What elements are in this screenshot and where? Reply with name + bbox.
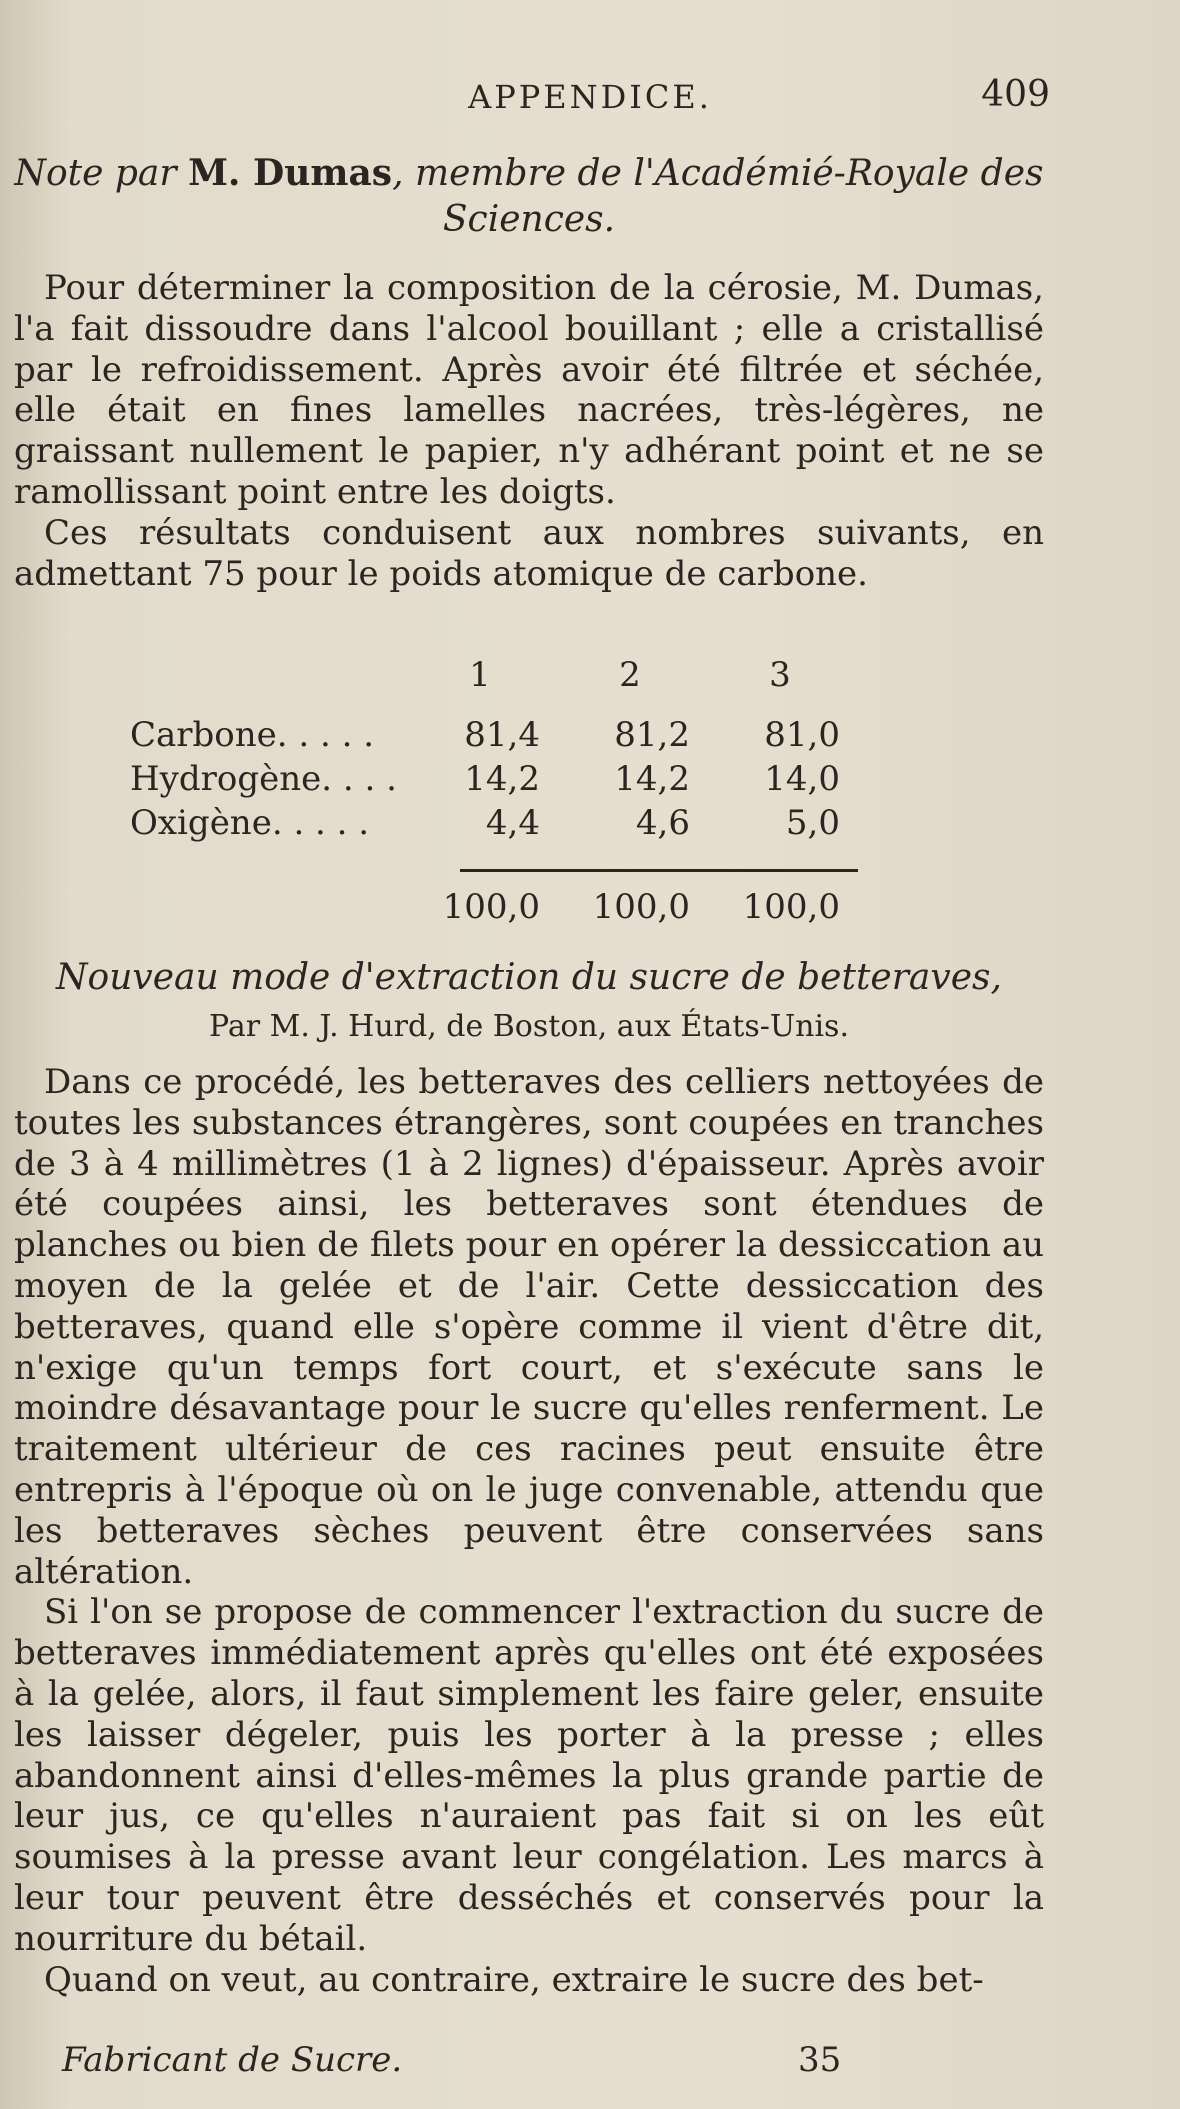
signature-number: 35 <box>798 2040 842 2080</box>
extraction-section <box>14 955 1044 1047</box>
extraction-title: Nouveau mode d'extraction du sucre de betteraves, <box>56 957 1002 998</box>
table-row-label: Hydrogène. . . . <box>130 759 397 799</box>
sum-rule <box>460 869 858 872</box>
table-cell: 14,0 <box>764 759 840 799</box>
table-row-label: Oxigène. . . . . <box>130 803 370 843</box>
signature-mark: Fabricant de Sucre. <box>62 2040 403 2080</box>
extraction-byline: Par M. J. Hurd, de Boston, aux États-Unis. <box>209 1009 849 1044</box>
table-row-label: Carbone. . . . . <box>130 715 375 755</box>
note-title-prefix: Note par <box>14 153 189 194</box>
note-body <box>14 268 1044 594</box>
table-cell: 4,6 <box>635 803 690 843</box>
note-paragraph-2: Ces résultats conduisent aux nombres suivants, en admettant 75 pour le poids atomique de carbone. <box>14 512 1044 594</box>
extraction-body <box>14 1062 1044 2000</box>
table-column-header: 1 <box>469 655 491 695</box>
table-cell: 81,2 <box>614 715 690 755</box>
note-section <box>14 150 1044 243</box>
table-total-cell: 100,0 <box>742 887 840 927</box>
table-total-cell: 100,0 <box>592 887 690 927</box>
table-cell: 81,0 <box>764 715 840 755</box>
table-cell: 4,4 <box>485 803 540 843</box>
running-head: APPENDICE. <box>468 78 712 116</box>
table-header-row <box>130 655 870 697</box>
table-totals-row <box>130 887 870 929</box>
extraction-paragraph-2: Si l'on se propose de commencer l'extraction du sucre de betteraves immédiatement après qu'elles ont été exposées à la gelée, alors, il faut simplement les faire geler, ensuite les laisser dégeler, puis les porter à la presse ; elles abandonnent ainsi d'elles-mêmes la plus grande partie de leur jus, ce qu'elles n'auraient pas fait si on les eût soumises à la presse avant leur congélation. Les marcs à leur tour peuvent être desséchés et conservés pour la nourriture du bétail. <box>14 1592 1044 1959</box>
extraction-paragraph-3: Quand on veut, au contraire, extraire le sucre des bet- <box>44 1959 984 2000</box>
table-row <box>130 803 870 845</box>
note-title <box>14 150 1044 243</box>
table-column-header: 2 <box>619 655 641 695</box>
table-cell: 81,4 <box>464 715 540 755</box>
note-paragraph-1: Pour déterminer la composition de la cérosie, M. Dumas, l'a fait dissoudre dans l'alcool bouillant ; elle a cristallisé par le refroidissement. Après avoir été filtrée et séchée, elle était en fines lamelles nacrées, très-légères, ne graissant nullement le papier, n'y adhérant point et ne se ramollissant point entre les doigts. <box>14 268 1044 512</box>
note-title-suffix: , membre de l'Académié-Royale des Sciences. <box>392 153 1044 240</box>
page-number: 409 <box>981 74 1050 115</box>
table-cell: 5,0 <box>785 803 840 843</box>
table-column-header: 3 <box>769 655 791 695</box>
table-total-cell: 100,0 <box>442 887 540 927</box>
page-header <box>0 74 1180 128</box>
page-footer <box>0 2040 1180 2090</box>
note-title-author: M. Dumas <box>188 152 393 194</box>
table-row <box>130 715 870 757</box>
table-cell: 14,2 <box>614 759 690 799</box>
table-cell: 14,2 <box>464 759 540 799</box>
extraction-paragraph-1: Dans ce procédé, les betteraves des celliers nettoyées de toutes les substances étrangères, sont coupées en tranches de 3 à 4 millimètres (1 à 2 lignes) d'épaisseur. Après avoir été coupées ainsi, les betteraves sont étendues de planches ou bien de filets pour en opérer la dessiccation au moyen de la gelée et de l'air. Cette dessiccation des betteraves, quand elle s'opère comme il vient d'être dit, n'exige qu'un temps fort court, et s'exécute sans le moindre désavantage pour le sucre qu'elles renferment. Le traitement ultérieur de ces racines peut ensuite être entrepris à l'époque où on le juge convenable, attendu que les betteraves sèches peuvent être conservées sans altération. <box>14 1062 1044 1592</box>
table-row <box>130 759 870 801</box>
